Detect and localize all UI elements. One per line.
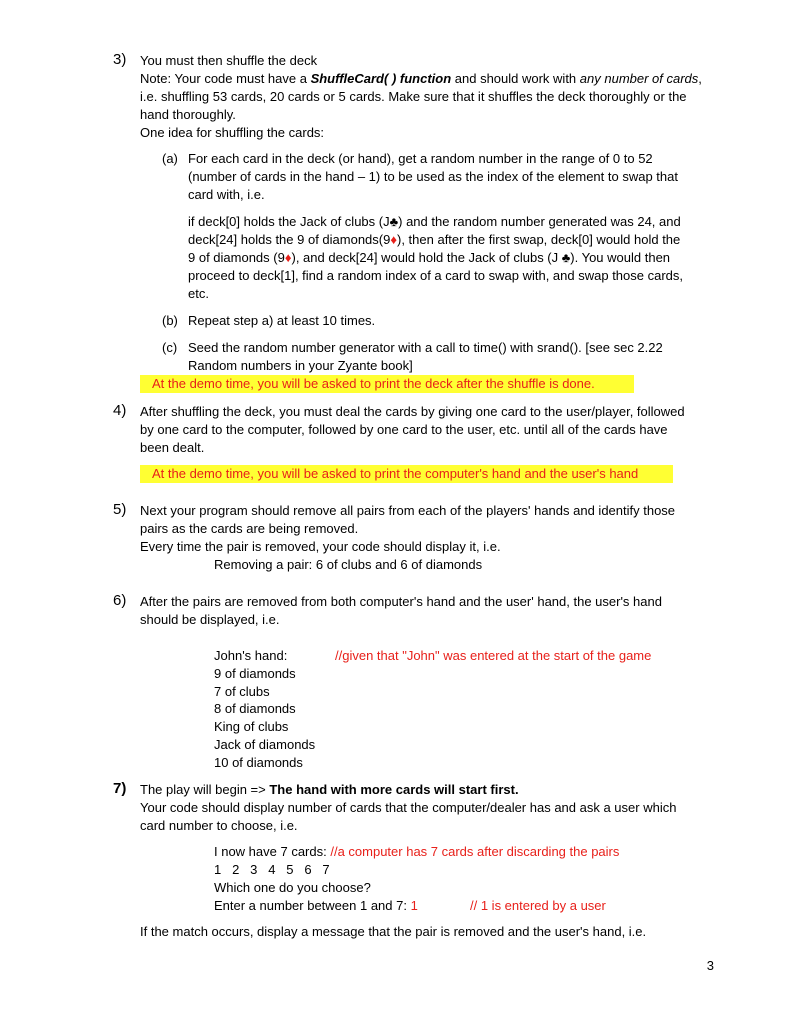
section-3-number: 3) [113,51,127,68]
step-c-line2: Random numbers in your Zyante book] [188,358,413,373]
hand-comment: //given that "John" was entered at the start of the game [335,648,652,663]
demo-note-shuffle: At the demo time, you will be asked to print the deck after the shuffle is done. [140,375,634,393]
section-6-line1: After the pairs are removed from both computer's hand and the user' hand, the user's hand [140,594,662,609]
step-a-label: (a) [162,151,178,166]
page-number: 3 [706,958,714,973]
example-line5: etc. [188,286,209,301]
step-a-line3: card with, i.e. [188,187,265,202]
section-7-line1: The play will begin => The hand with more cards will start first. [140,782,519,797]
shufflecard-function-name: ShuffleCard( ) function [310,71,452,86]
section-5-line2: pairs as the cards are being removed. [140,521,359,536]
section-6-line2: should be displayed, i.e. [140,612,280,627]
step-b-label: (b) [162,313,178,328]
section-7-line3: card number to choose, i.e. [140,818,298,833]
section-7-number: 7) [113,780,127,797]
section-7-line2: Your code should display number of cards that the computer/dealer has and ask a user which [140,800,677,815]
output-comment: // 1 is entered by a user [470,898,606,913]
section-3-title: You must then shuffle the deck [140,53,318,68]
diamond-suit-icon: ♦ [284,250,292,265]
step-c-line1: Seed the random number generator with a call to time() with srand(). [see sec 2.22 [188,340,663,355]
section-5-number: 5) [113,501,127,518]
section-4-line2: by one card to the computer, followed by one card to the user, etc. until all of the cards have [140,422,668,437]
hand-title: John's hand: [214,648,288,663]
section-3-line3: hand thoroughly. [140,107,236,122]
section-3-note: Note: Your code must have a ShuffleCard( ) function and should work with any number of cards, [140,71,702,86]
diamond-suit-icon: ♦ [390,232,397,247]
output-line4: Enter a number between 1 and 7: 1 [214,898,418,913]
club-suit-icon: ♣ [561,250,571,265]
step-a-line1: For each card in the deck (or hand), get a random number in the range of 0 to 52 [188,151,653,166]
section-6-number: 6) [113,592,127,609]
example-line2: deck[24] holds the 9 of diamonds(9♦), then after the first swap, deck[0] would hold the [188,232,681,247]
section-3-line2: i.e. shuffling 53 cards, 20 cards or 5 cards. Make sure that it shuffles the deck thoroughly or the [140,89,687,104]
section-4-line3: been dealt. [140,440,205,455]
section-5-line1: Next your program should remove all pairs from each of the players' hands and identify those [140,503,676,518]
demo-note-hands: At the demo time, you will be asked to print the computer's hand and the user's hand [140,465,673,483]
hand-card: 8 of diamonds [214,701,296,716]
step-b-text: Repeat step a) at least 10 times. [188,313,376,328]
club-suit-icon: ♣ [389,214,399,229]
section-3-idea: One idea for shuffling the cards: [140,125,325,140]
output-line2: 1 2 3 4 5 6 7 [214,862,330,877]
section-4-number: 4) [113,402,127,419]
step-c-label: (c) [162,340,178,355]
hand-card: 10 of diamonds [214,755,303,770]
example-line4: proceed to deck[1], find a random index of a card to swap with, and swap those cards, [188,268,684,283]
section-7-last-line: If the match occurs, display a message that the pair is removed and the user's hand, i.e. [140,924,647,939]
step-a-line2: (number of cards in the hand – 1) to be used as the index of the element to swap that [188,169,678,184]
hand-card: 7 of clubs [214,684,270,699]
hand-card: King of clubs [214,719,289,734]
hand-card: Jack of diamonds [214,737,316,752]
section-5-line3: Every time the pair is removed, your code should display it, i.e. [140,539,501,554]
removing-pair-example: Removing a pair: 6 of clubs and 6 of diamonds [214,557,483,572]
output-line3: Which one do you choose? [214,880,371,895]
example-line1: if deck[0] holds the Jack of clubs (J♣) and the random number generated was 24, and [188,214,681,229]
example-line3: 9 of diamonds (9♦), and deck[24] would hold the Jack of clubs (J ♣). You would then [188,250,671,265]
section-4-line1: After shuffling the deck, you must deal the cards by giving one card to the user/player, followed [140,404,685,419]
output-line1: I now have 7 cards: //a computer has 7 cards after discarding the pairs [214,844,620,859]
hand-card: 9 of diamonds [214,666,296,681]
